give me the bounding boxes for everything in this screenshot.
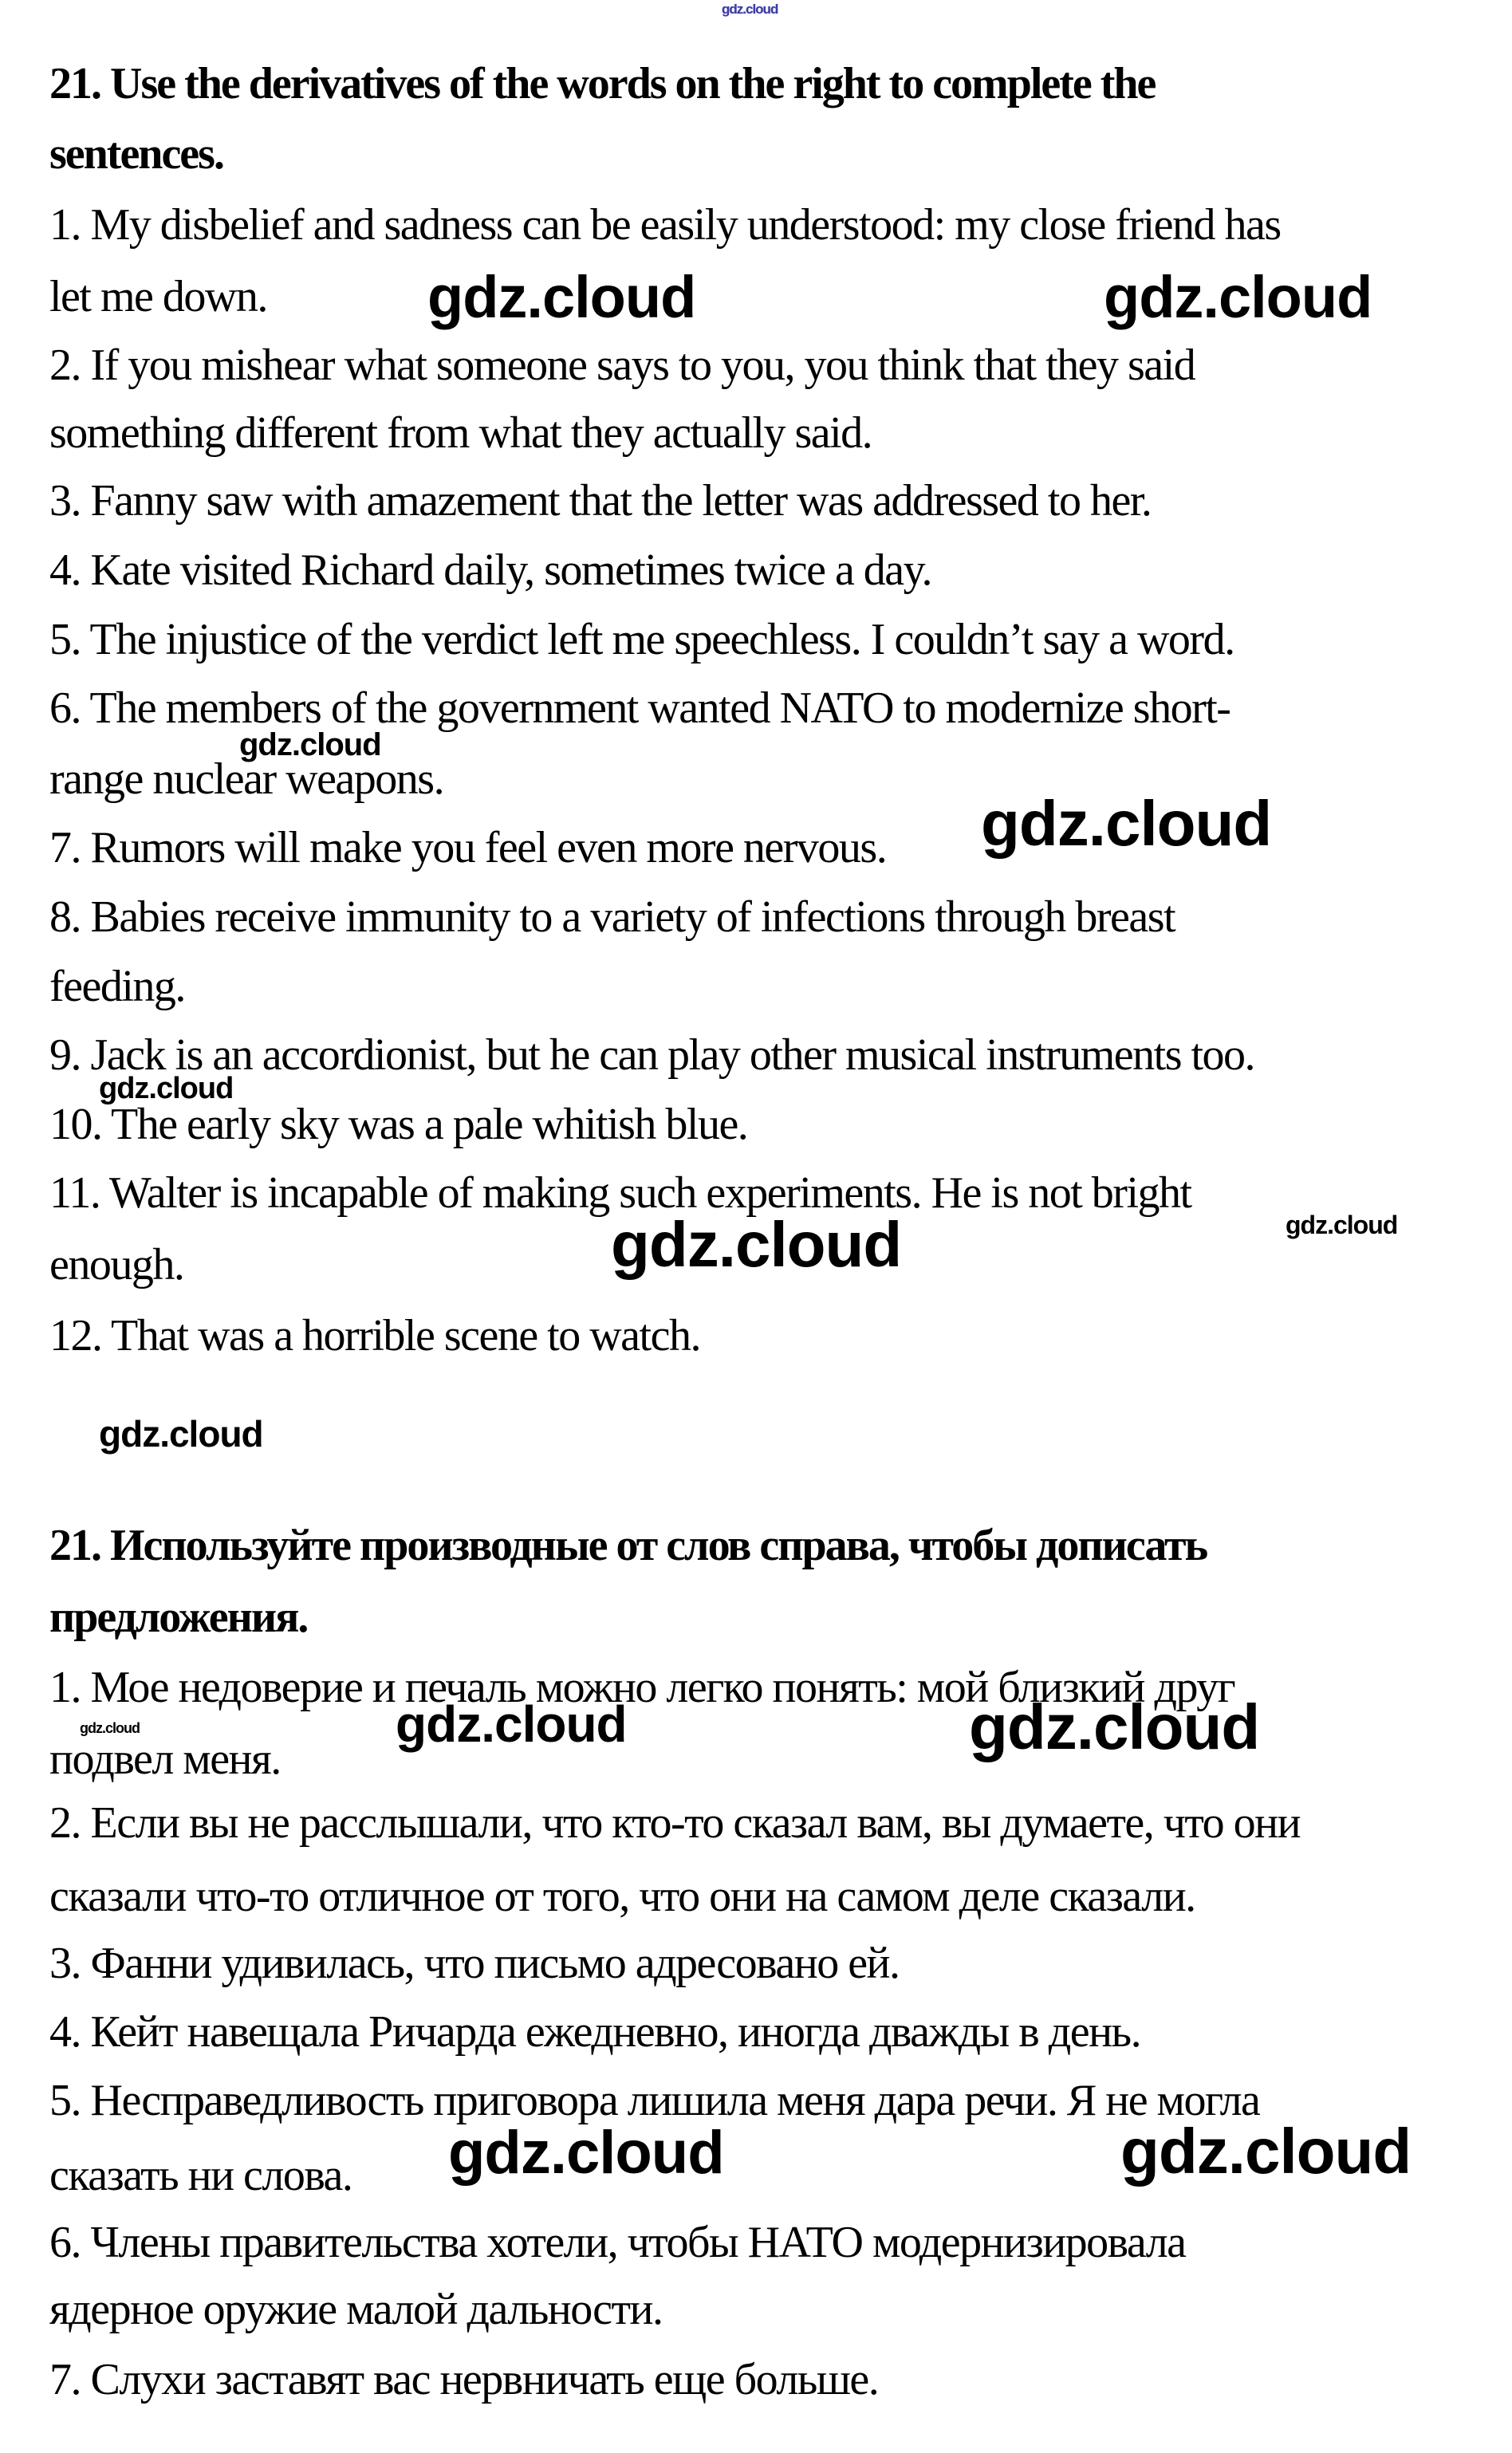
english-heading-line-2: sentences.: [49, 129, 223, 179]
sentence-line: something different from what they actually said.: [49, 408, 872, 458]
sentence-line: 3. Фанни удивилась, что письмо адресовано ей.: [49, 1939, 900, 1988]
sentence-line: 7. Слухи заставят вас нервничать еще больше.: [49, 2355, 879, 2404]
gdz-cloud-watermark: gdz.cloud: [448, 2119, 724, 2187]
gdz-cloud-watermark: gdz.cloud: [981, 788, 1272, 859]
sentence-line: 4. Kate visited Richard daily, sometimes twice a day.: [49, 545, 932, 595]
sentence-line: 7. Rumors will make you feel even more nervous.: [49, 823, 887, 872]
sentence-line: ядерное оружие малой дальности.: [49, 2285, 663, 2334]
english-heading-line-1: 21. Use the derivatives of the words on the right to complete the: [49, 59, 1156, 108]
gdz-cloud-watermark: gdz.cloud: [80, 1720, 140, 1736]
sentence-line: enough.: [49, 1240, 184, 1289]
sentence-line: 5. Несправедливость приговора лишила меня дара речи. Я не могла: [49, 2076, 1260, 2125]
sentence-line: 8. Babies receive immunity to a variety of infections through breast: [49, 892, 1175, 942]
gdz-cloud-watermark: gdz.cloud: [722, 2, 778, 17]
russian-heading-line-1: 21. Используйте производные от слов справа, чтобы дописать: [49, 1521, 1207, 1570]
sentence-line: 5. The injustice of the verdict left me speechless. I couldn’t say a word.: [49, 615, 1234, 664]
sentence-line: 6. The members of the government wanted NATO to modernize short-: [49, 683, 1230, 733]
sentence-line: 11. Walter is incapable of making such experiments. He is not bright: [49, 1168, 1191, 1218]
gdz-cloud-watermark: gdz.cloud: [99, 1413, 263, 1455]
sentence-line: подвел меня.: [49, 1734, 281, 1784]
gdz-cloud-watermark: gdz.cloud: [611, 1209, 902, 1280]
sentence-line: range nuclear weapons.: [49, 754, 444, 804]
russian-heading-line-2: предложения.: [49, 1593, 308, 1642]
sentence-line: 3. Fanny saw with amazement that the letter was addressed to her.: [49, 476, 1152, 526]
sentence-line: feeding.: [49, 962, 185, 1011]
gdz-cloud-watermark: gdz.cloud: [427, 264, 696, 330]
sentence-line: 10. The early sky was a pale whitish blue.: [49, 1100, 748, 1149]
gdz-cloud-watermark: gdz.cloud: [1120, 2116, 1412, 2187]
sentence-line: 9. Jack is an accordionist, but he can play other musical instruments too.: [49, 1030, 1255, 1080]
sentence-line: 1. Мое недоверие и печаль можно легко понять: мой близкий друг: [49, 1663, 1235, 1712]
sentence-line: сказать ни слова.: [49, 2151, 352, 2200]
gdz-cloud-watermark: gdz.cloud: [969, 1691, 1260, 1762]
sentence-line: 4. Кейт навещала Ричарда ежедневно, иногда дважды в день.: [49, 2007, 1141, 2057]
gdz-cloud-watermark: gdz.cloud: [1286, 1211, 1398, 1239]
sentence-line: 2. If you mishear what someone says to you, you think that they said: [49, 341, 1195, 390]
sentence-line: 1. My disbelief and sadness can be easily understood: my close friend has: [49, 200, 1281, 250]
sentence-line: 6. Члены правительства хотели, чтобы НАТО модернизировала: [49, 2218, 1186, 2267]
gdz-cloud-watermark: gdz.cloud: [239, 727, 381, 762]
sentence-line: 2. Если вы не расслышали, что кто-то сказал вам, вы думаете, что они: [49, 1798, 1301, 1848]
sentence-line: 12. That was a horrible scene to watch.: [49, 1311, 700, 1360]
gdz-cloud-watermark: gdz.cloud: [99, 1072, 234, 1105]
gdz-cloud-watermark: gdz.cloud: [1104, 264, 1372, 330]
sentence-line: сказали что-то отличное от того, что они на самом деле сказали.: [49, 1872, 1195, 1921]
gdz-cloud-watermark: gdz.cloud: [396, 1695, 627, 1753]
sentence-line: let me down.: [49, 272, 267, 321]
